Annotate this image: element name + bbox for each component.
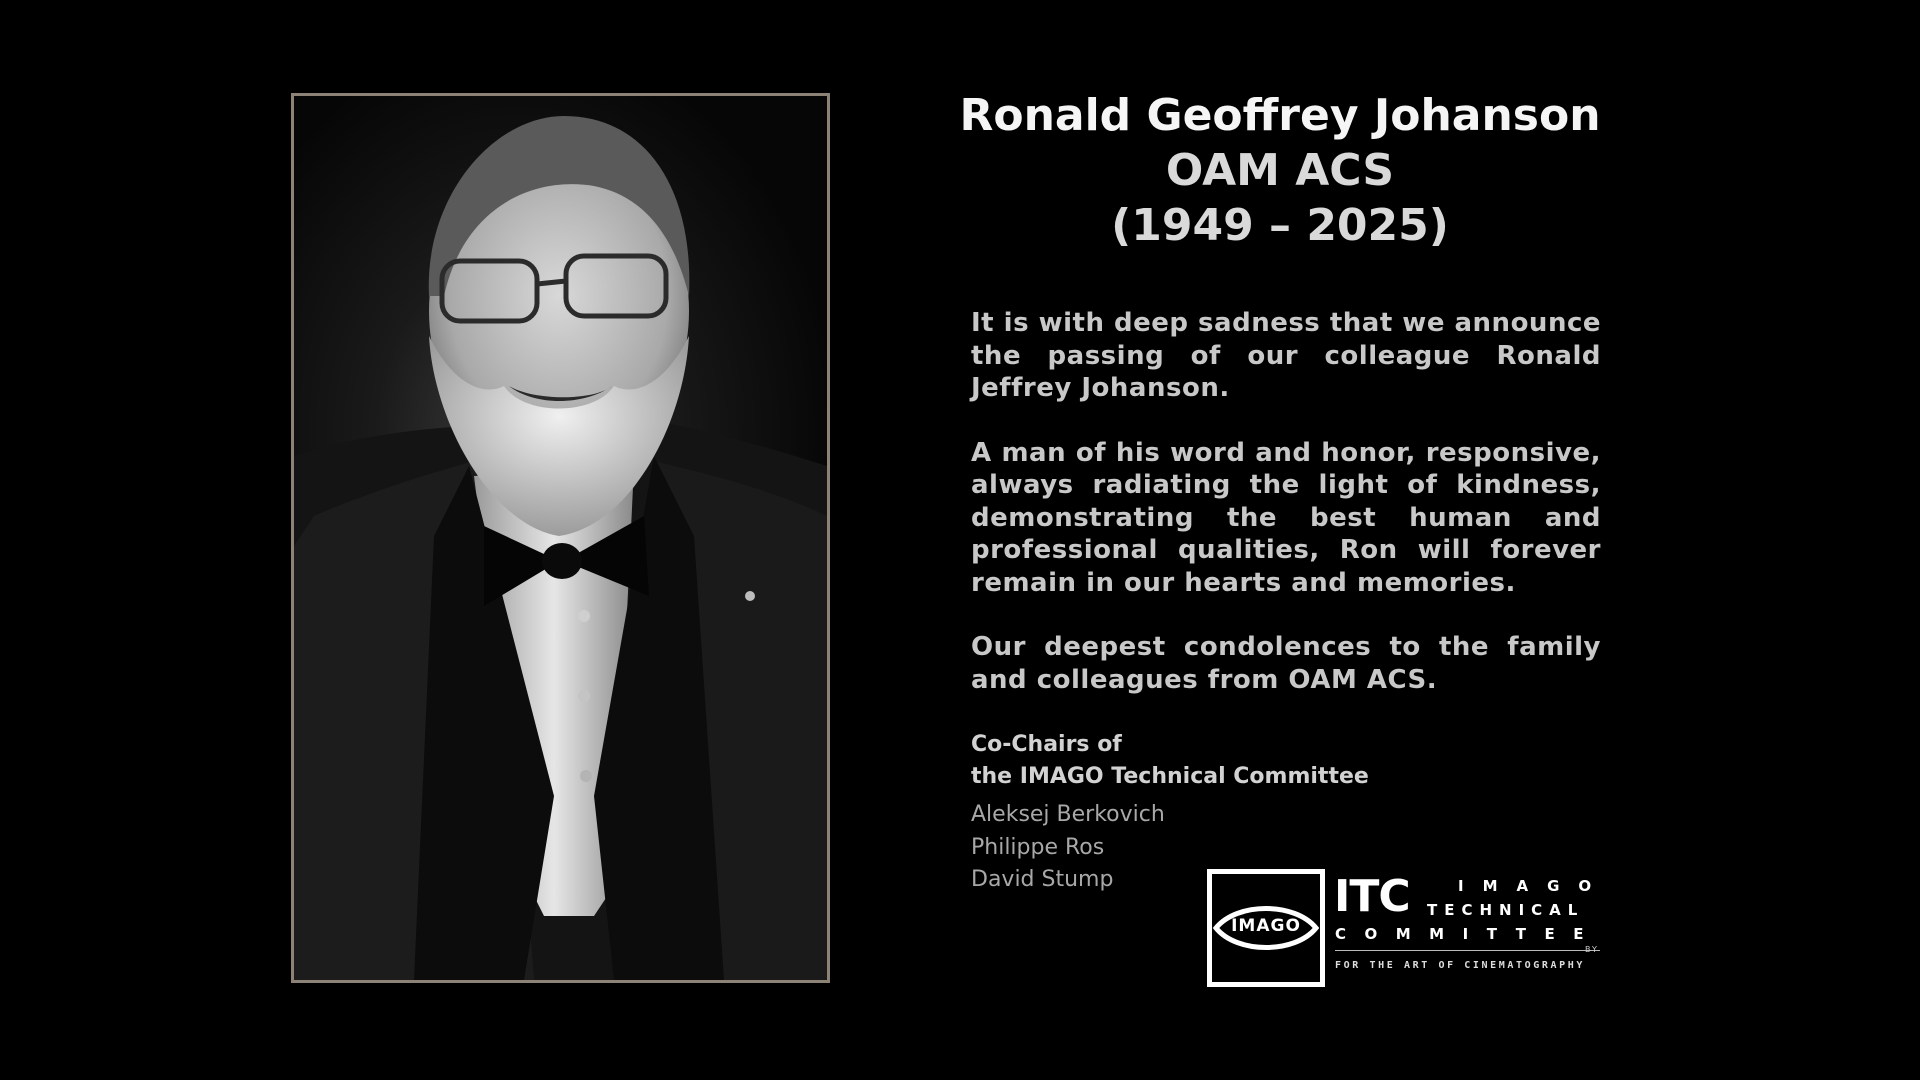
portrait-photo-icon [294,96,827,980]
signatory-name: Aleksej Berkovich [971,802,1165,827]
logo-divider [1335,950,1600,951]
logo-tagline: FOR THE ART OF CINEMATOGRAPHY [1335,960,1585,971]
person-honors: OAM ACS [1165,145,1395,196]
message-paragraph: A man of his word and honor, responsive, always radiating the light of kindness, demonstrating the best human and professional qualities, Ron will forever remain in our hearts and memories. [971,437,1601,598]
message-paragraph: Our deepest condolences to the family and colleagues from OAM ACS. [971,632,1601,695]
logo-by: BY [1585,945,1599,954]
signatory-name: David Stump [971,867,1114,892]
logo-word-committee: COMMITTEE [1335,925,1602,943]
person-name: Ronald Geoffrey Johanson [959,90,1601,141]
condolence-message [971,307,1601,728]
memorial-portrait [291,93,830,983]
logo-acronym: ITC [1334,871,1410,922]
logo-word-imago: IMAGO [1458,877,1611,895]
message-paragraph: It is with deep sadness that we announce the passing of our colleague Ronald Jeffrey Johanson. [971,308,1601,403]
memorial-heading [930,88,1630,253]
person-years: (1949 – 2025) [1111,200,1449,251]
signoff-title-line: Co-Chairs of [971,732,1122,757]
logo-box-text: IMAGO [1231,916,1301,936]
logo-word-technical: TECHNICAL [1427,901,1585,919]
signatory-name: Philippe Ros [971,834,1105,860]
itc-logo [1207,869,1611,987]
signoff-title-line: the IMAGO Technical Committee [971,764,1369,789]
imago-eye-icon [1207,869,1325,987]
